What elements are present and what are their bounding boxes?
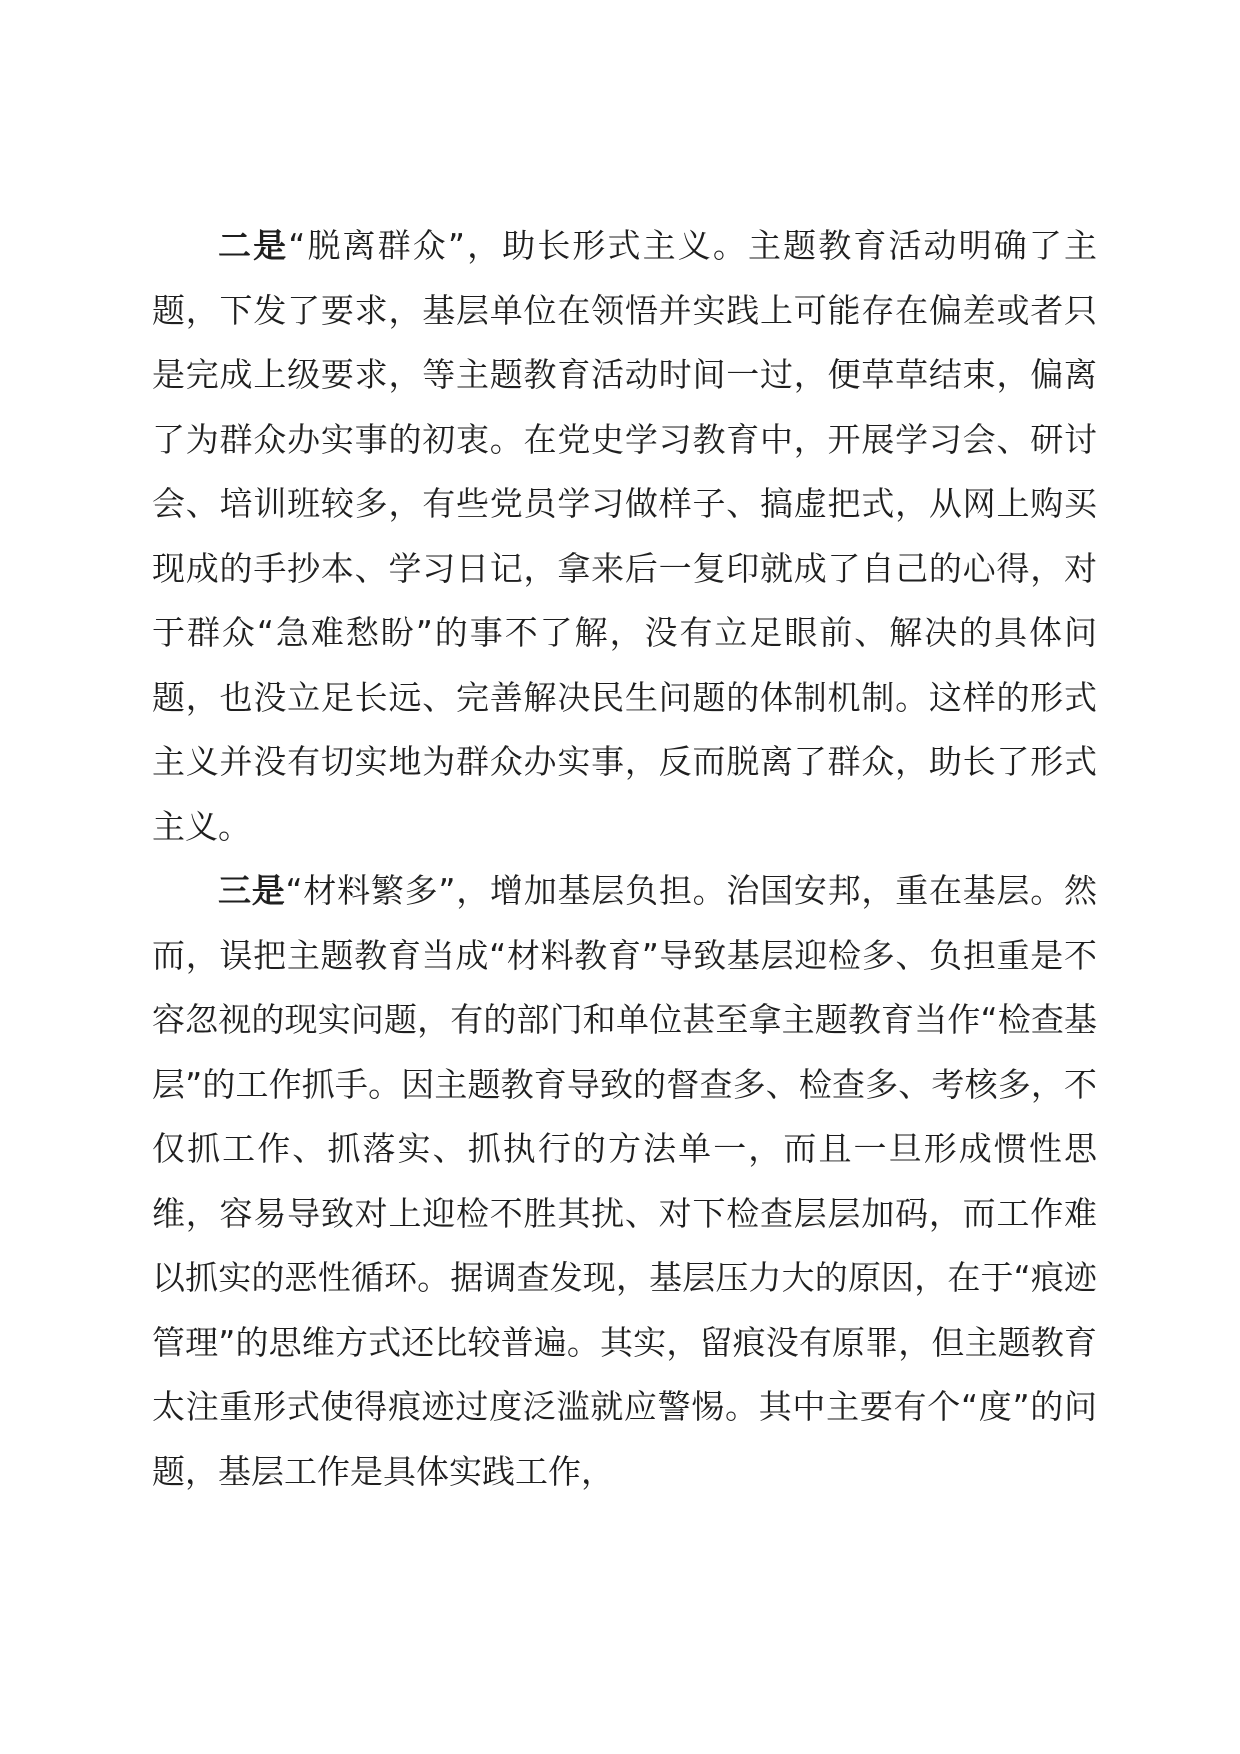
paragraph-two-text: “脱离群众”，助长形式主义。主题教育活动明确了主题，下发了要求，基层单位在领悟并实践上可能存在偏差或者只是完成上级要求，等主题教育活动时间一过，便草草结束，偏离了为群众办实事的初衷。在党史学习教育中，开展学习会、研讨会、培训班较多，有些党员学习做样子、搞虚把式，从网上购买现成的手抄本、学习日记，拿来后一复印就成了自己的心得，对于群众“急难愁盼”的事不了解，没有立足眼前、解决的具体问题，也没立足长远、完善解决民生问题的体制机制。这样的形式主义并没有切实地为群众办实事，反而脱离了群众，助长了形式主义。: [152, 226, 1097, 846]
document-body: [152, 214, 1097, 1504]
paragraph-two: [152, 214, 1097, 859]
paragraph-three-text: “材料繁多”，增加基层负担。治国安邦，重在基层。然而，误把主题教育当成“材料教育”导致基层迎检多、负担重是不容忽视的现实问题，有的部门和单位甚至拿主题教育当作“检查基层”的工作抓手。因主题教育导致的督查多、检查多、考核多，不仅抓工作、抓落实、抓执行的方法单一，而且一旦形成惯性思维，容易导致对上迎检不胜其扰、对下检查层层加码，而工作难以抓实的恶性循环。据调查发现，基层压力大的原因，在于“痕迹管理”的思维方式还比较普遍。其实，留痕没有原罪，但主题教育太注重形式使得痕迹过度泛滥就应警惕。其中主要有个“度”的问题，基层工作是具体实践工作，: [152, 871, 1097, 1491]
paragraph-three-lead: 三是: [218, 871, 286, 910]
paragraph-two-lead: 二是: [218, 226, 289, 265]
paragraph-three: [152, 859, 1097, 1504]
